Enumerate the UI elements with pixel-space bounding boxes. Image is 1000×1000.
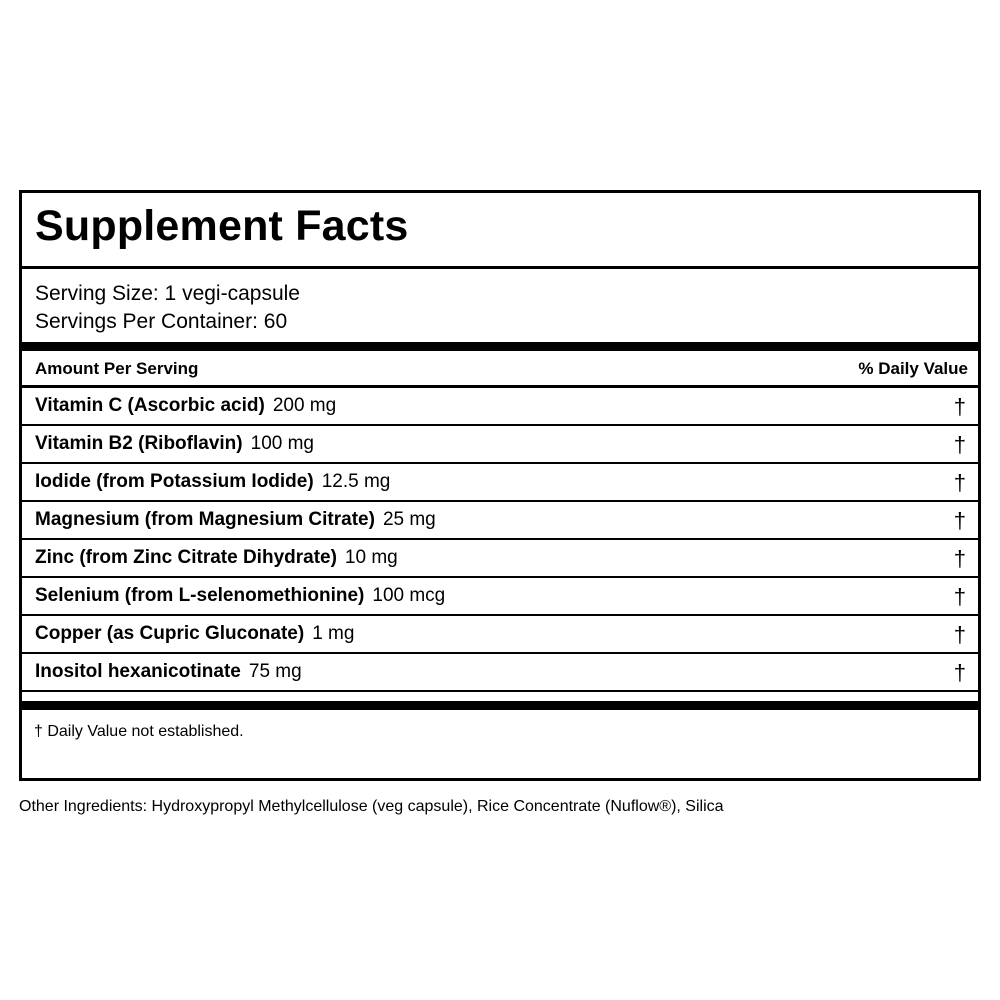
other-ingredients: Other Ingredients: Hydroxypropyl Methylcellulose (veg capsule), Rice Concentrate (Nuflow®), Silica	[19, 798, 724, 815]
nutrient-amount: 100 mg	[250, 433, 314, 454]
supplement-facts-panel	[19, 190, 981, 781]
nutrient-amount: 200 mg	[272, 395, 337, 416]
daily-value-dagger: †	[953, 622, 966, 647]
daily-value-dagger: †	[953, 660, 966, 685]
daily-value-dagger: †	[953, 546, 966, 571]
nutrient-list	[22, 388, 978, 692]
nutrient-amount: 100 mcg	[372, 585, 446, 606]
nutrient-name: Copper (as Cupric Gluconate)	[35, 623, 305, 644]
nutrient-label	[35, 471, 390, 493]
nutrient-amount: 75 mg	[248, 661, 302, 682]
title-area	[22, 193, 978, 269]
nutrient-row	[22, 616, 978, 654]
nutrient-amount: 12.5 mg	[321, 471, 391, 492]
footnote: † Daily Value not established.	[34, 723, 244, 740]
nutrient-row	[22, 426, 978, 464]
daily-value-dagger: †	[953, 508, 966, 533]
daily-value-dagger: †	[953, 394, 966, 419]
nutrient-label	[35, 433, 314, 455]
nutrient-row	[22, 654, 978, 692]
nutrient-label	[35, 585, 445, 607]
thick-divider-bottom	[22, 701, 978, 710]
nutrient-label	[35, 623, 354, 645]
servings-per-container: Servings Per Container: 60	[35, 310, 288, 333]
nutrient-name: Magnesium (from Magnesium Citrate)	[35, 509, 375, 530]
nutrient-name: Vitamin B2 (Riboflavin)	[35, 433, 243, 454]
daily-value-label: % Daily Value	[858, 359, 968, 378]
spacer	[22, 692, 978, 701]
nutrient-amount: 10 mg	[344, 547, 398, 568]
panel-title: Supplement Facts	[35, 202, 409, 250]
nutrient-row	[22, 464, 978, 502]
nutrient-name: Selenium (from L-selenomethionine)	[35, 585, 365, 606]
column-header	[22, 351, 978, 388]
nutrient-label	[35, 661, 302, 683]
nutrient-row	[22, 502, 978, 540]
nutrient-label	[35, 547, 398, 569]
nutrient-amount: 1 mg	[312, 623, 355, 644]
serving-info	[22, 269, 978, 342]
thick-divider	[22, 342, 978, 351]
nutrient-amount: 25 mg	[382, 509, 436, 530]
nutrient-name: Vitamin C (Ascorbic acid)	[35, 395, 265, 416]
nutrient-row	[22, 578, 978, 616]
nutrient-name: Zinc (from Zinc Citrate Dihydrate)	[35, 547, 337, 568]
serving-size: Serving Size: 1 vegi-capsule	[35, 282, 300, 305]
nutrient-row	[22, 388, 978, 426]
nutrient-label	[35, 509, 436, 531]
daily-value-dagger: †	[953, 470, 966, 495]
nutrient-row	[22, 540, 978, 578]
amount-per-serving-label: Amount Per Serving	[35, 359, 199, 378]
daily-value-dagger: †	[953, 432, 966, 457]
nutrient-label	[35, 395, 336, 417]
daily-value-dagger: †	[953, 584, 966, 609]
nutrient-name: Inositol hexanicotinate	[35, 661, 241, 682]
nutrient-name: Iodide (from Potassium Iodide)	[35, 471, 314, 492]
